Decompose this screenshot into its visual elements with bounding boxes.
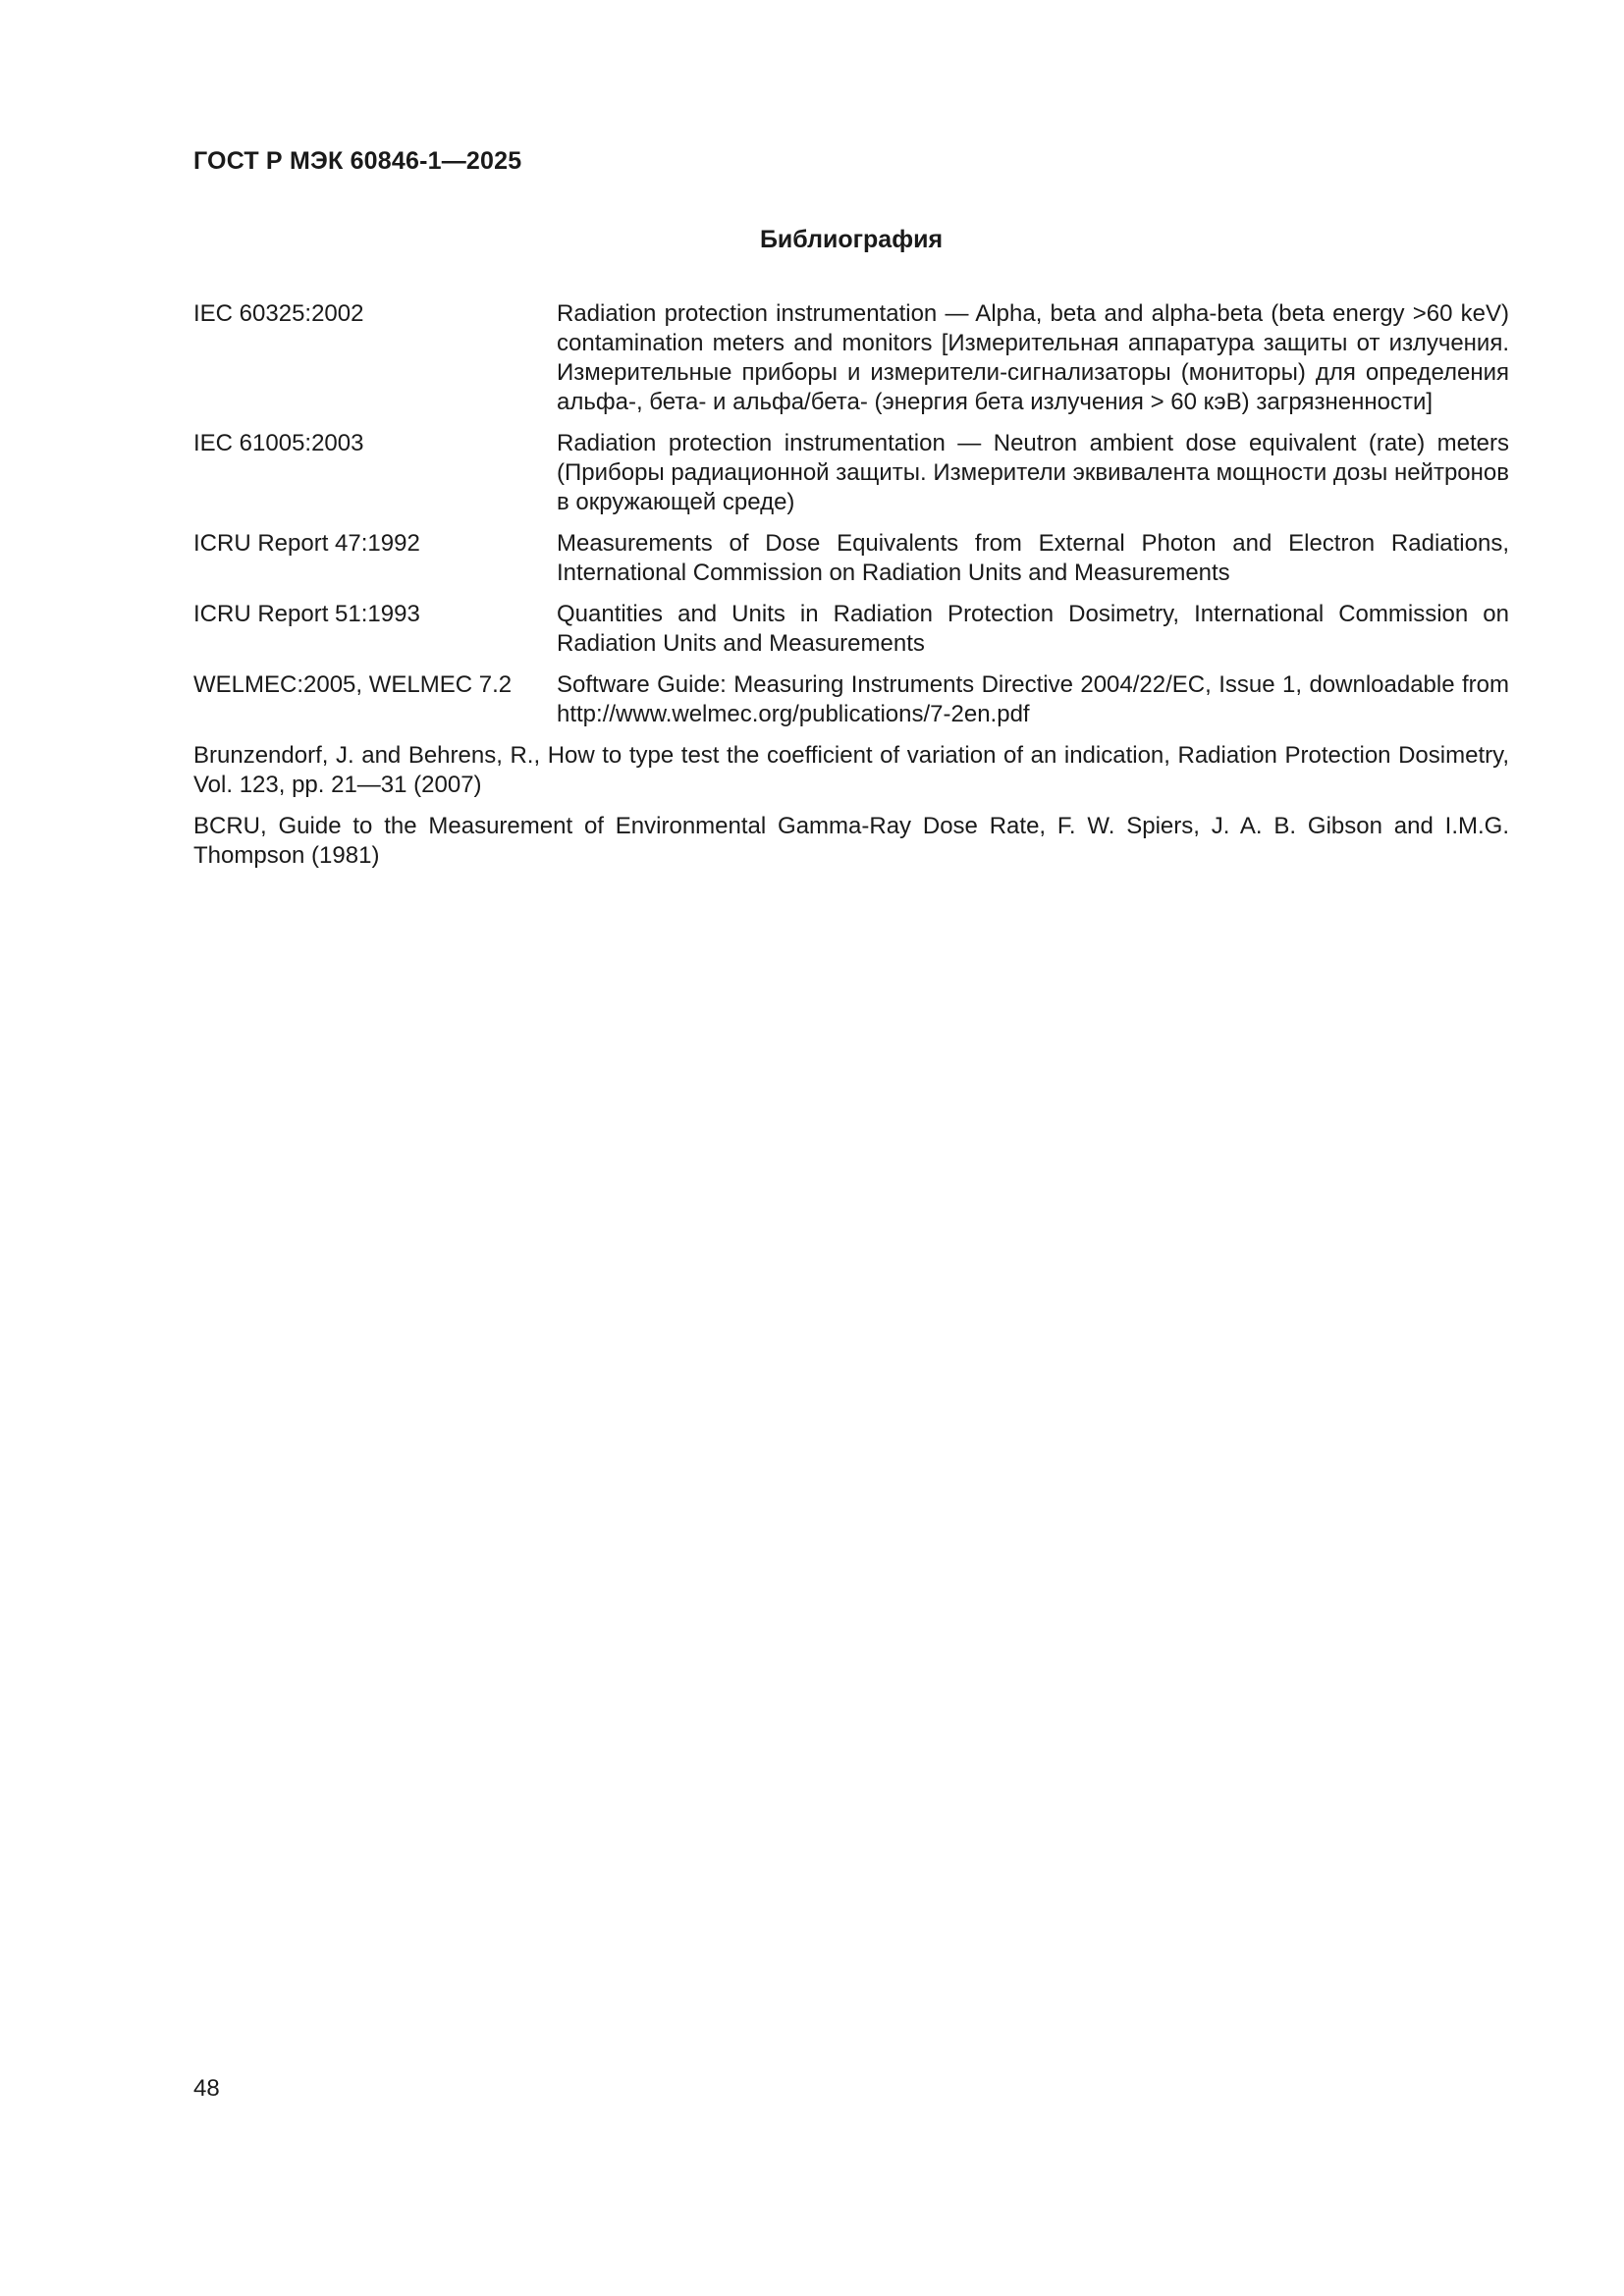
- bibliography-paragraph: Brunzendorf, J. and Behrens, R., How to type test the coefficient of variation of an indication, Radiation Protection Dosimetry, Vol. 123, pp. 21—31 (2007): [193, 742, 1509, 798]
- bibliography-paragraph: BCRU, Guide to the Measurement of Environmental Gamma-Ray Dose Rate, F. W. Spiers, J. A. B. Gibson and I.M.G. Thompson (1981): [193, 813, 1509, 869]
- entry-text: Measurements of Dose Equivalents from External Photon and Electron Radiations, International Commission on Radiation Units and Measurements: [557, 530, 1509, 586]
- document-header: ГОСТ Р МЭК 60846-1—2025: [193, 147, 522, 175]
- bibliography-entry: [193, 299, 1509, 417]
- entry-key: ICRU Report 51:1993: [193, 601, 420, 627]
- bibliography-entry: [193, 670, 1509, 729]
- bibliography-title: Библиография: [759, 226, 944, 253]
- entry-text: Software Guide: Measuring Instruments Directive 2004/22/EC, Issue 1, downloadable from http://www.welmec.org/publications/7-2en.pdf: [557, 671, 1509, 727]
- bibliography-list: [193, 299, 1509, 882]
- entry-key: ICRU Report 47:1992: [193, 530, 420, 557]
- entry-key: IEC 61005:2003: [193, 430, 364, 456]
- entry-key: WELMEC:2005, WELMEC 7.2: [193, 671, 513, 698]
- bibliography-entry: [193, 529, 1509, 588]
- entry-text: Radiation protection instrumentation — Neutron ambient dose equivalent (rate) meters (Приборы радиационной защиты. Измерители эквивалента мощности дозы нейтронов в окружающей среде): [557, 430, 1509, 515]
- page-number: 48: [193, 2075, 220, 2102]
- bibliography-entry: [193, 600, 1509, 659]
- entry-key: IEC 60325:2002: [193, 300, 364, 327]
- bibliography-entry: [193, 429, 1509, 517]
- entry-text: Radiation protection instrumentation — Alpha, beta and alpha-beta (beta energy >60 keV) contamination meters and monitors [Измерительная аппаратура защиты от излучения. Измерительные приборы и измерители-сигнализаторы (мониторы) для определения альфа-, бета- и альфа/бета- (энергия бета излучения > 60 кэВ) загрязненности]: [557, 300, 1509, 415]
- entry-text: Quantities and Units in Radiation Protection Dosimetry, International Commission on Radiation Units and Measurements: [557, 601, 1509, 657]
